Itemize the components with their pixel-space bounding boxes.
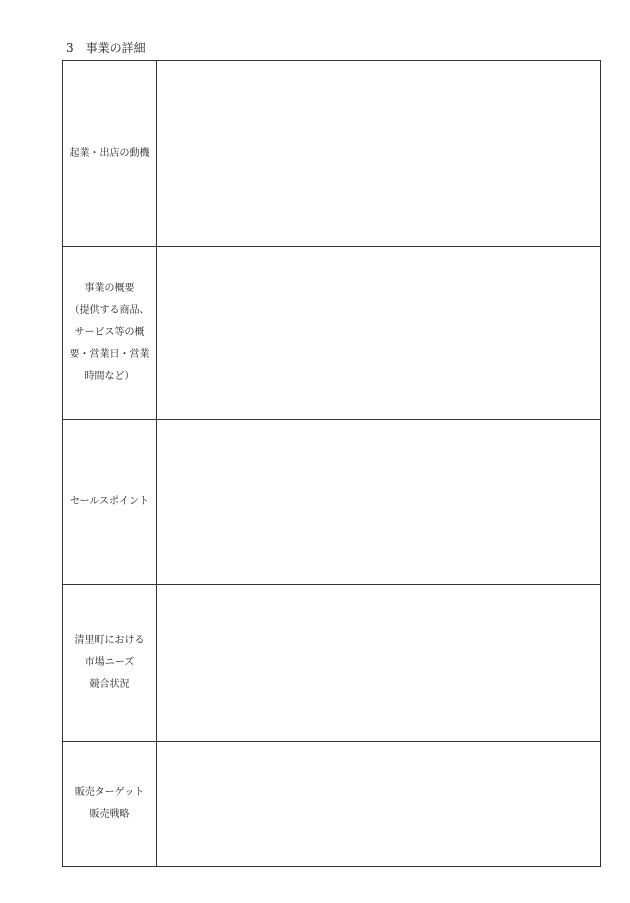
table-row-business-overview xyxy=(63,247,600,420)
market-needs-answer-field[interactable] xyxy=(157,585,600,741)
sales-target-answer-field[interactable] xyxy=(157,742,600,866)
row-label-sales-target xyxy=(63,742,157,866)
row-label-line: 事業の概要 xyxy=(84,283,135,294)
row-label-line: 競合状況 xyxy=(89,679,130,690)
row-label-motivation xyxy=(63,61,157,246)
row-label-line: 起業・出店の動機 xyxy=(69,147,150,159)
table-row-sales-target xyxy=(63,742,600,866)
row-label-line: サービス等の概 xyxy=(74,327,145,338)
row-label-line: 販売戦略 xyxy=(89,809,130,820)
row-label-market-needs xyxy=(63,585,157,741)
row-label-line: 要・営業日・営業 xyxy=(69,349,150,360)
row-label-selling-point xyxy=(63,420,157,584)
row-label-line: 清里町における xyxy=(74,635,145,646)
business-overview-answer-field[interactable] xyxy=(157,247,600,419)
row-label-line: 市場ニーズ xyxy=(84,657,135,668)
table-row-motivation xyxy=(63,61,600,247)
table-row-market-needs xyxy=(63,585,600,742)
row-label-line: セールスポイント xyxy=(69,496,150,507)
row-label-line: 販売ターゲット xyxy=(74,787,145,798)
business-details-table xyxy=(62,60,601,867)
section-title: 3 事業の詳細 xyxy=(66,41,146,55)
row-label-line: （提供する商品、 xyxy=(69,305,150,316)
row-label-line: 時間など） xyxy=(84,371,135,382)
selling-point-answer-field[interactable] xyxy=(157,420,600,584)
motivation-answer-field[interactable] xyxy=(157,61,600,246)
table-row-selling-point xyxy=(63,420,600,585)
row-label-business-overview xyxy=(63,247,157,419)
